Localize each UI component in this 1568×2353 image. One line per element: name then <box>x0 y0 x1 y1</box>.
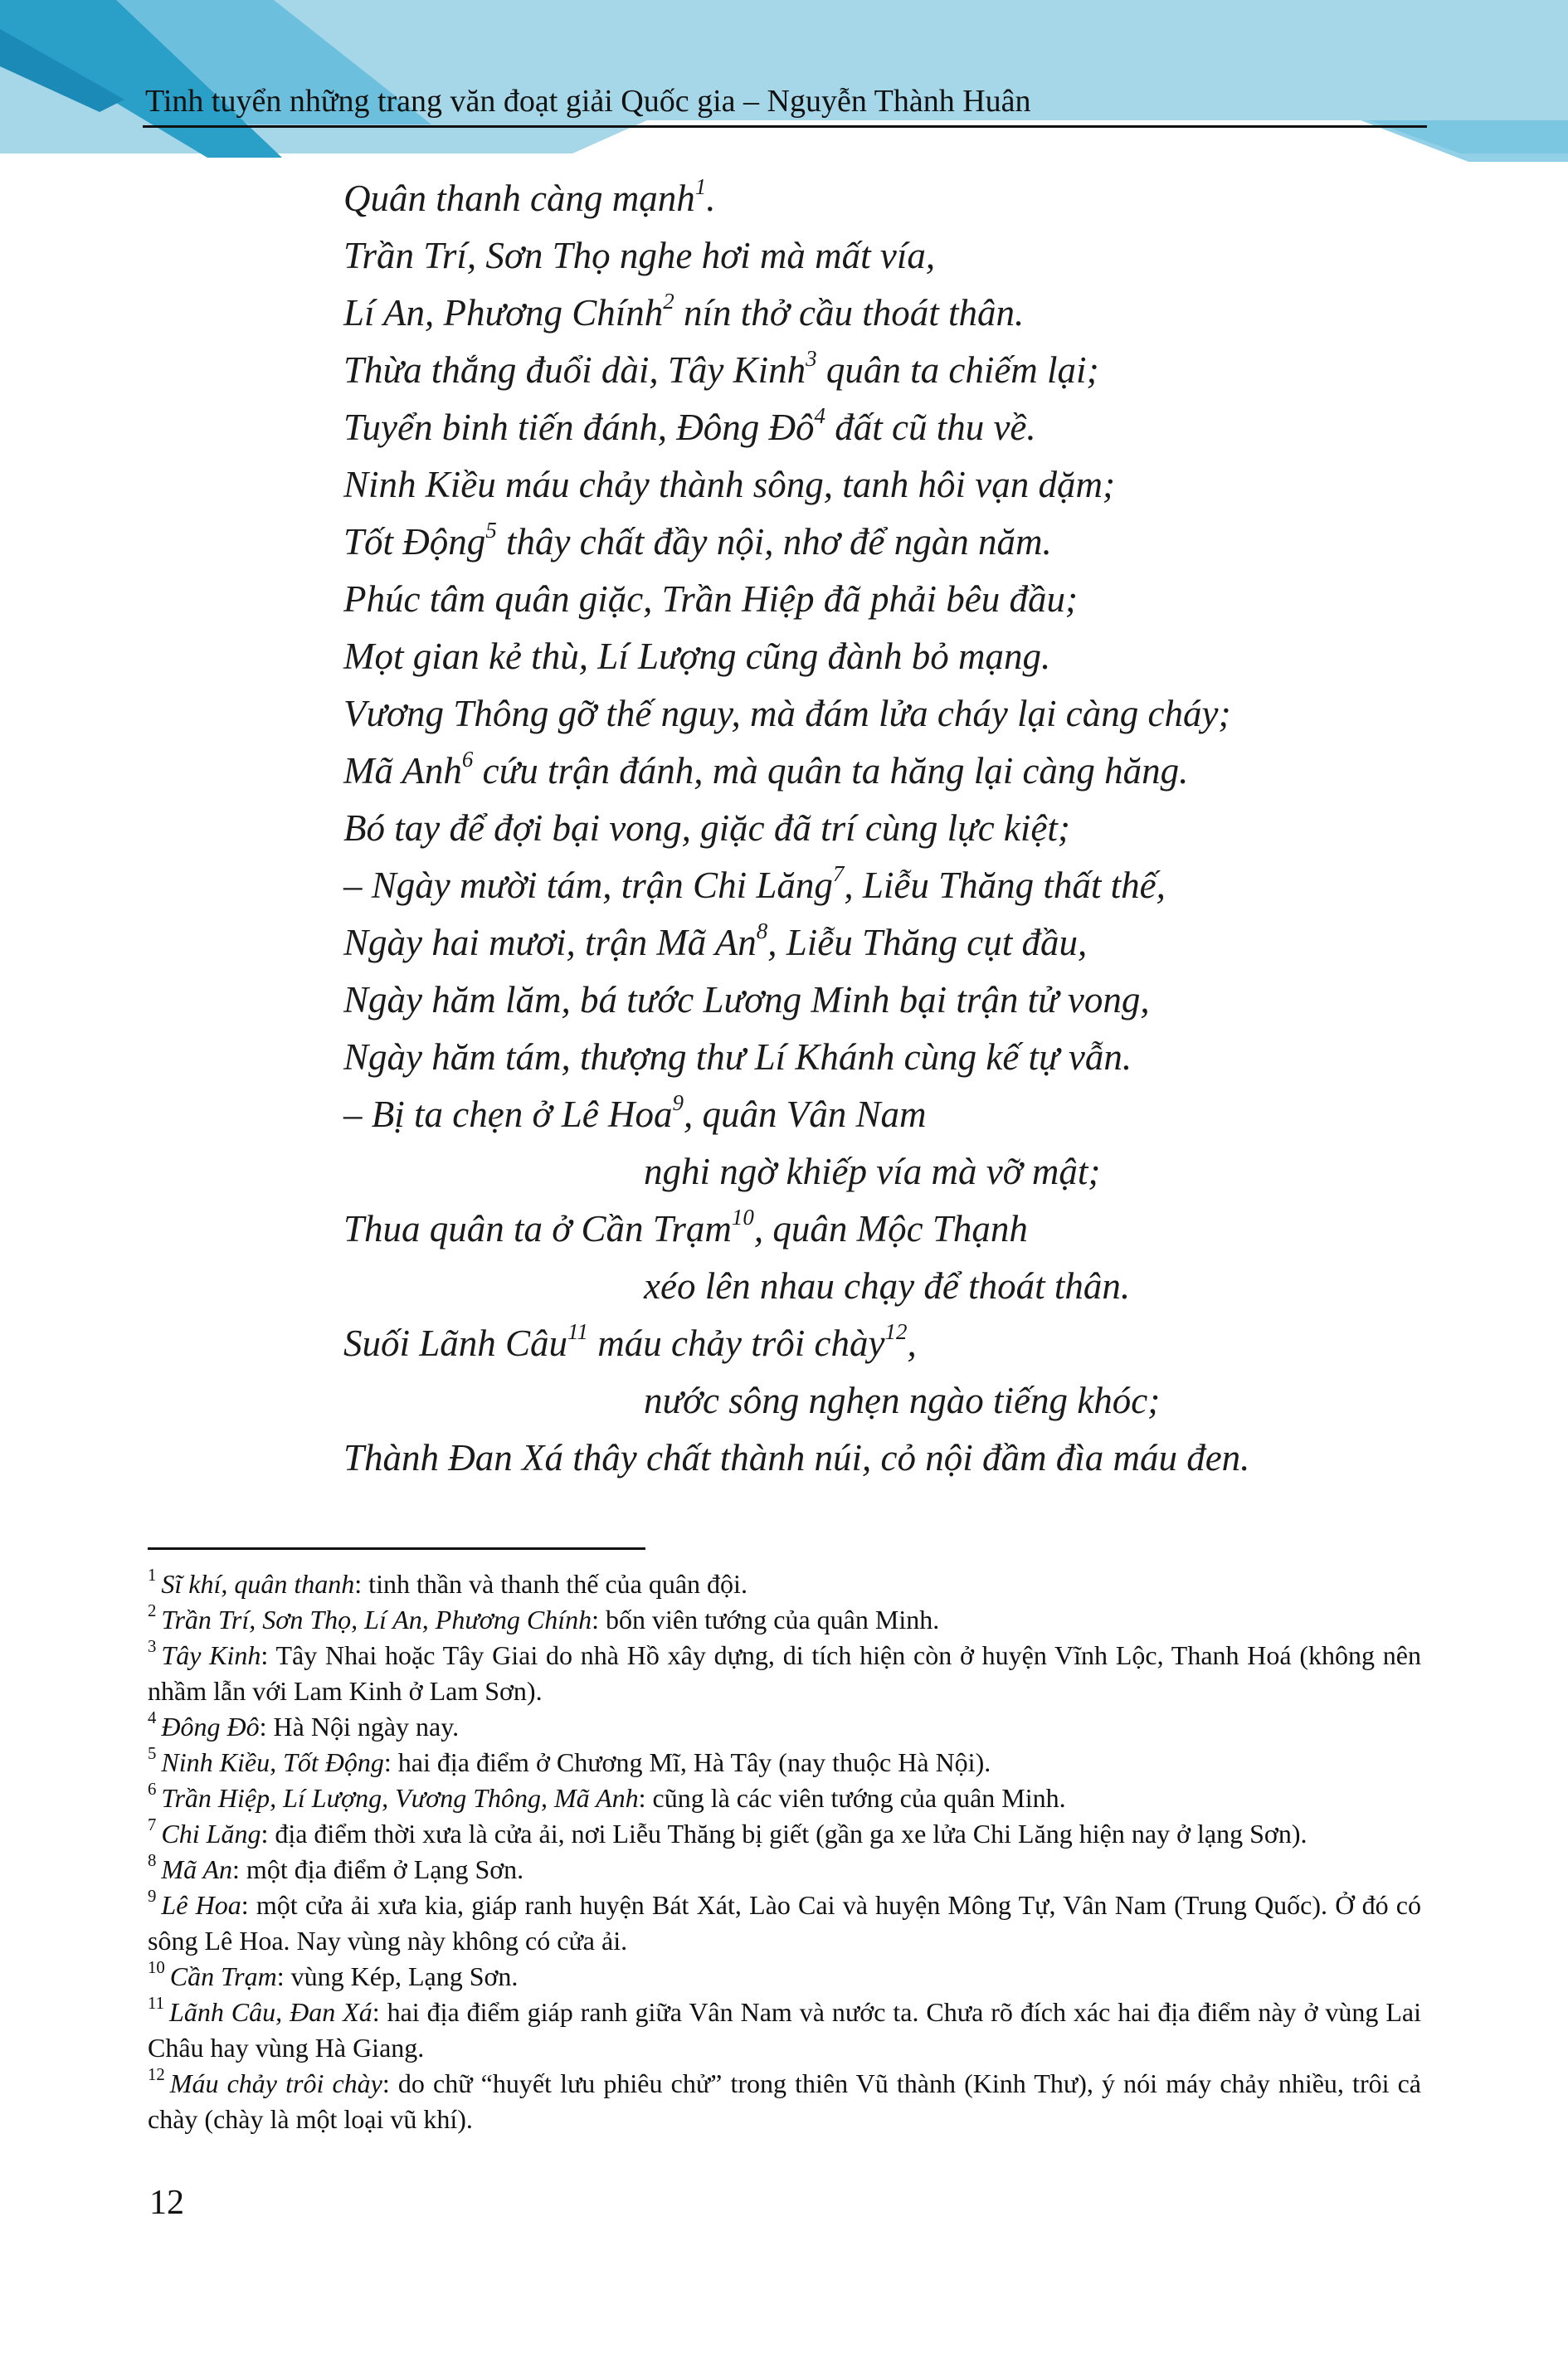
poem-line: Lí An, Phương Chính$^2$ nín thở cầu thoát thân. <box>343 288 1025 334</box>
poem-line: Vương Thông gỡ thế nguy, mà đám lửa cháy lại càng cháy; <box>343 693 1231 734</box>
poem-line: Ngày hăm lăm, bá tước Lương Minh bại trận tử vong, <box>343 979 1150 1021</box>
poem-line: Mọt gian kẻ thù, Lí Lượng cũng đành bỏ mạng. <box>343 636 1051 677</box>
footnote-11: $^{11}$ Lãnh Câu, Đan Xá: hai địa điểm giáp ranh giữa Vân Nam và nước ta. Chưa rõ đích xác hai địa điểm này ở vùng Lai Châu hay vùng Hà Giang. <box>148 1994 1422 2063</box>
footnote-8: $^8$ Mã An: một địa điểm ở Lạng Sơn. <box>148 1851 524 1884</box>
footnote-7: $^7$ Chi Lăng: địa điểm thời xưa là cửa ải, nơi Liễu Thăng bị giết (gần ga xe lửa Chi Lăng hiện nay ở lạng Sơn). <box>148 1815 1307 1849</box>
poem-line: Thừa thắng đuổi dài, Tây Kinh$^3$ quân ta chiếm lại; <box>343 345 1099 391</box>
footnotes <box>148 1566 1421 2137</box>
footnote-3: $^3$ Tây Kinh: Tây Nhai hoặc Tây Giai do nhà Hồ xây dựng, di tích hiện còn ở huyện Vĩnh Lộc, Thanh Hoá (không nên nhầm lẫn với Lam Kinh ở Lam Sơn). <box>148 1637 1422 1706</box>
page-number: 12 <box>149 2184 184 2222</box>
footnote-4: $^4$ Đông Đô: Hà Nội ngày nay. <box>148 1708 460 1742</box>
poem-line: Thành Đan Xá thây chất thành núi, cỏ nội đầm đìa máu đen. <box>343 1437 1250 1479</box>
poem-line: Trần Trí, Sơn Thọ nghe hơi mà mất vía, <box>343 235 936 276</box>
poem <box>343 170 1447 1487</box>
poem-line: Ngày hăm tám, thượng thư Lí Khánh cùng kế tự vẫn. <box>343 1036 1132 1078</box>
footnote-12: $^{12}$ Máu chảy trôi chày: do chữ “huyết lưu phiêu chử” trong thiên Vũ thành (Kinh Thư), ý nói máy chảy nhiều, trôi cả chày (chày là một loại vũ khí). <box>148 2065 1422 2134</box>
header-rule <box>143 125 1427 128</box>
footnote-9: $^9$ Lê Hoa: một cửa ải xưa kia, giáp ranh huyện Bát Xát, Lào Cai và huyện Mông Tự, Vân Nam (Trung Quốc). Ở đó có sông Lê Hoa. Nay vùng này không có cửa ải. <box>148 1887 1422 1956</box>
poem-line: – Ngày mười tám, trận Chi Lăng$^7$, Liễu Thăng thất thế, <box>343 860 1166 906</box>
poem-line: Thua quân ta ở Cần Trạm$^{10}$, quân Mộc Thạnh <box>343 1204 1028 1250</box>
poem-line: Phúc tâm quân giặc, Trần Hiệp đã phải bêu đầu; <box>343 578 1078 620</box>
poem-line-indented: nước sông nghẹn ngào tiếng khóc; <box>644 1380 1161 1421</box>
footnote-1: $^1$ Sĩ khí, quân thanh: tinh thần và thanh thế của quân đội. <box>148 1566 747 1599</box>
footnote-5: $^5$ Ninh Kiều, Tốt Động: hai địa điểm ở Chương Mĩ, Hà Tây (nay thuộc Hà Nội). <box>148 1744 991 1777</box>
poem-line: Quân thanh càng mạnh$^1$. <box>343 173 716 219</box>
poem-line: – Bị ta chẹn ở Lê Hoa$^9$, quân Vân Nam <box>343 1089 927 1135</box>
footnote-6: $^6$ Trần Hiệp, Lí Lượng, Vương Thông, Mã Anh: cũng là các viên tướng của quân Minh. <box>148 1780 1066 1813</box>
footnote-10: $^{10}$ Cần Trạm: vùng Kép, Lạng Sơn. <box>148 1958 519 1991</box>
poem-line: Tốt Động$^5$ thây chất đầy nội, nhơ để ngàn năm. <box>343 517 1052 563</box>
poem-line: Bó tay để đợi bại vong, giặc đã trí cùng lực kiệt; <box>343 807 1070 849</box>
poem-line: Tuyển binh tiến đánh, Đông $Đô^4$ đất cũ thu về. <box>343 402 1036 448</box>
poem-line-indented: xéo lên nhau chạy để thoát thân. <box>644 1265 1131 1307</box>
poem-line: Mã Anh$^6$ cứu trận đánh, mà quân ta hăng lại càng hăng. <box>343 746 1189 792</box>
poem-line-indented: nghi ngờ khiếp vía mà vỡ mật; <box>644 1151 1101 1192</box>
header-title: Tinh tuyển những trang văn đoạt giải Quốc gia – Nguyễn Thành Huân <box>145 84 1031 119</box>
poem-line: Suối Lãnh Câu$^{11}$ máu chảy trôi chày$^{12}$, <box>343 1318 917 1364</box>
poem-line: Ninh Kiều máu chảy thành sông, tanh hôi vạn dặm; <box>343 464 1115 505</box>
footnote-2: $^2$ Trần Trí, Sơn Thọ, Lí An, Phương Chính: bốn viên tướng của quân Minh. <box>148 1601 940 1634</box>
poem-line: Ngày hai mươi, trận Mã An$^8$, Liễu Thăng cụt đầu, <box>343 918 1088 963</box>
footnote-rule <box>148 1547 645 1550</box>
